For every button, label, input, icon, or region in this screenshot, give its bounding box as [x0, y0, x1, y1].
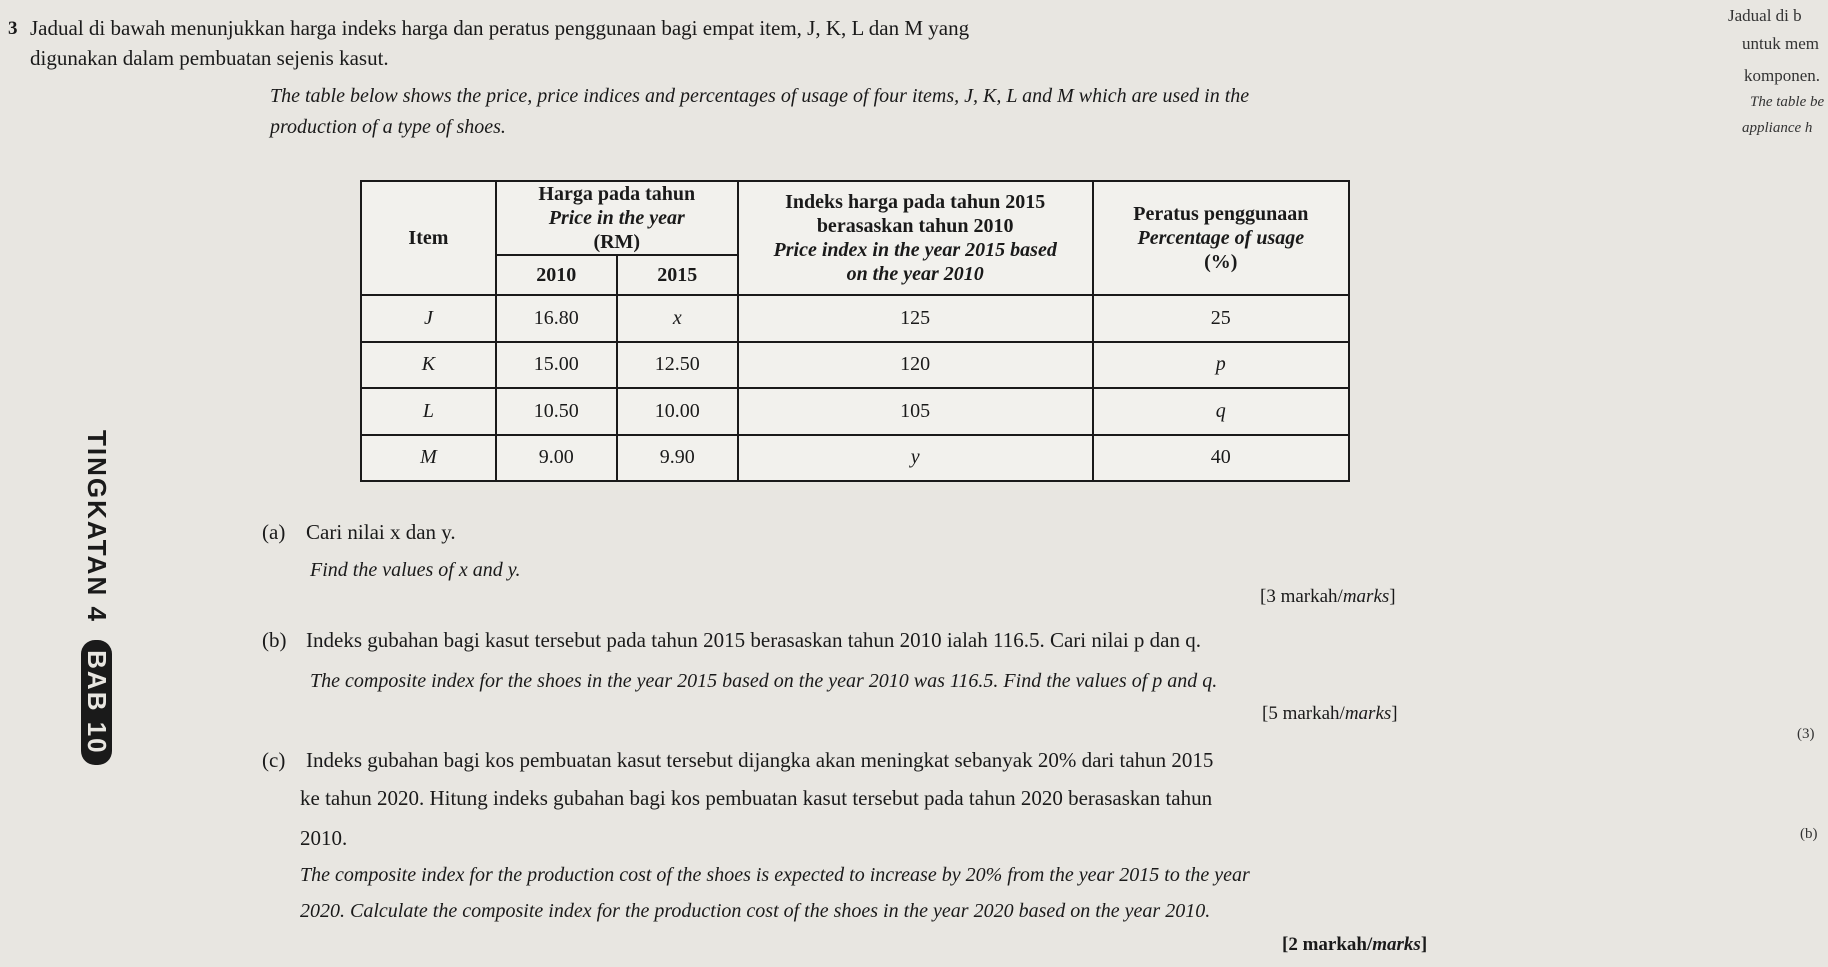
cell-price-2015: 12.50 — [617, 342, 738, 389]
header-year-2015: 2015 — [617, 255, 738, 295]
part-b-marks — [1262, 703, 1398, 725]
chapter-level: TINGKATAN 4 — [82, 430, 112, 623]
side-text-1: Jadual di b — [1728, 6, 1802, 25]
cell-item: M — [361, 435, 496, 482]
marks-malay: [5 markah/ — [1262, 703, 1345, 724]
header-index-english-2: on the year 2010 — [846, 263, 984, 285]
intro-english-line-1: The table below shows the price, price indices and percentages of usage of four items, J, K, L and M which are used in the — [270, 85, 1250, 107]
header-price — [496, 181, 738, 255]
header-price-unit: (RM) — [593, 231, 641, 253]
part-a-label: (a) — [262, 520, 286, 544]
part-c-malay-line-3: 2010. — [300, 826, 348, 850]
side-text-5: appliance h — [1742, 120, 1813, 136]
header-index-malay-2: berasaskan tahun 2010 — [816, 215, 1014, 237]
part-c-malay-line-2: ke tahun 2020. Hitung indeks gubahan bagi kos pembuatan kasut tersebut pada tahun 2020 berasaskan tahun — [300, 786, 1213, 810]
part-c-english-line-2: 2020. Calculate the composite index for the production cost of the shoes in the year 2020 based on the year 2010. — [300, 900, 1211, 922]
cell-price-2015: 9.90 — [617, 435, 738, 482]
marks-bracket: ] — [1420, 934, 1428, 955]
side-text-2: untuk mem — [1742, 34, 1819, 53]
table-row — [361, 435, 1349, 482]
cell-index: 125 — [738, 295, 1093, 342]
cell-percentage: 25 — [1093, 295, 1349, 342]
cell-price-2015: 10.00 — [617, 388, 738, 435]
part-c-english-line-1: The composite index for the production cost of the shoes is expected to increase by 20% from the year 2015 to the year — [300, 864, 1250, 886]
intro-english-line-2: production of a type of shoes. — [270, 116, 506, 138]
marks-english: marks — [1342, 586, 1390, 607]
part-c-malay-line-1: Indeks gubahan bagi kos pembuatan kasut tersebut dijangka akan meningkat sebanyak 20% dari tahun 2015 — [306, 748, 1214, 772]
header-percentage — [1093, 181, 1349, 295]
intro-malay-line-1: Jadual di bawah menunjukkan harga indeks harga dan peratus penggunaan bagi empat item, J, K, L dan M yang — [30, 16, 970, 40]
part-c-marks — [1282, 934, 1427, 956]
part-a-malay: Cari nilai x dan y. — [306, 520, 456, 544]
cell-item: L — [361, 388, 496, 435]
marks-bracket: ] — [1391, 703, 1398, 724]
table-row — [361, 342, 1349, 389]
header-year-2010: 2010 — [496, 255, 617, 295]
part-a-marks — [1260, 586, 1396, 608]
marks-english: marks — [1372, 934, 1421, 955]
question-number: 3 — [8, 18, 18, 39]
cell-percentage: q — [1093, 388, 1349, 435]
price-index-table — [360, 180, 1350, 482]
side-text-3: komponen. — [1744, 66, 1821, 85]
chapter-tab — [81, 430, 112, 765]
part-c-label: (c) — [262, 748, 286, 772]
cell-price-2010: 10.50 — [496, 388, 617, 435]
header-index — [738, 181, 1093, 295]
header-index-malay-1: Indeks harga pada tahun 2015 — [785, 191, 1046, 213]
side-text-6: (3) — [1797, 726, 1815, 742]
header-percentage-malay: Peratus penggunaan — [1133, 203, 1309, 225]
marks-bracket: ] — [1389, 586, 1396, 607]
marks-malay: [2 markah/ — [1282, 934, 1373, 955]
header-index-english-1: Price index in the year 2015 based — [773, 239, 1057, 261]
part-a-english: Find the values of x and y. — [310, 559, 521, 581]
side-text-4: The table be — [1750, 94, 1825, 110]
header-percentage-unit: (%) — [1204, 251, 1238, 273]
cell-index: 105 — [738, 388, 1093, 435]
cell-percentage: p — [1093, 342, 1349, 389]
marks-english: marks — [1344, 703, 1392, 724]
part-b-malay: Indeks gubahan bagi kasut tersebut pada tahun 2015 berasaskan tahun 2010 ialah 116.5. Cari nilai p dan q. — [306, 628, 1201, 652]
side-text-7: (b) — [1800, 826, 1818, 842]
cell-item: K — [361, 342, 496, 389]
part-b-label: (b) — [262, 628, 287, 652]
cell-item: J — [361, 295, 496, 342]
cell-index: y — [738, 435, 1093, 482]
chapter-label: BAB 10 — [81, 640, 112, 764]
header-item: Item — [361, 181, 496, 295]
table-row — [361, 388, 1349, 435]
header-price-malay: Harga pada tahun — [538, 183, 696, 205]
cell-index: 120 — [738, 342, 1093, 389]
cell-price-2010: 16.80 — [496, 295, 617, 342]
marks-malay: [3 markah/ — [1260, 586, 1343, 607]
cell-price-2010: 9.00 — [496, 435, 617, 482]
header-percentage-english: Percentage of usage — [1137, 227, 1305, 249]
cell-price-2015: x — [617, 295, 738, 342]
table-row — [361, 295, 1349, 342]
part-b-english: The composite index for the shoes in the year 2015 based on the year 2010 was 116.5. Find the values of p and q. — [310, 670, 1218, 692]
cell-percentage: 40 — [1093, 435, 1349, 482]
cell-price-2010: 15.00 — [496, 342, 617, 389]
header-price-english: Price in the year — [548, 207, 685, 229]
intro-malay-line-2: digunakan dalam pembuatan sejenis kasut. — [30, 46, 389, 70]
